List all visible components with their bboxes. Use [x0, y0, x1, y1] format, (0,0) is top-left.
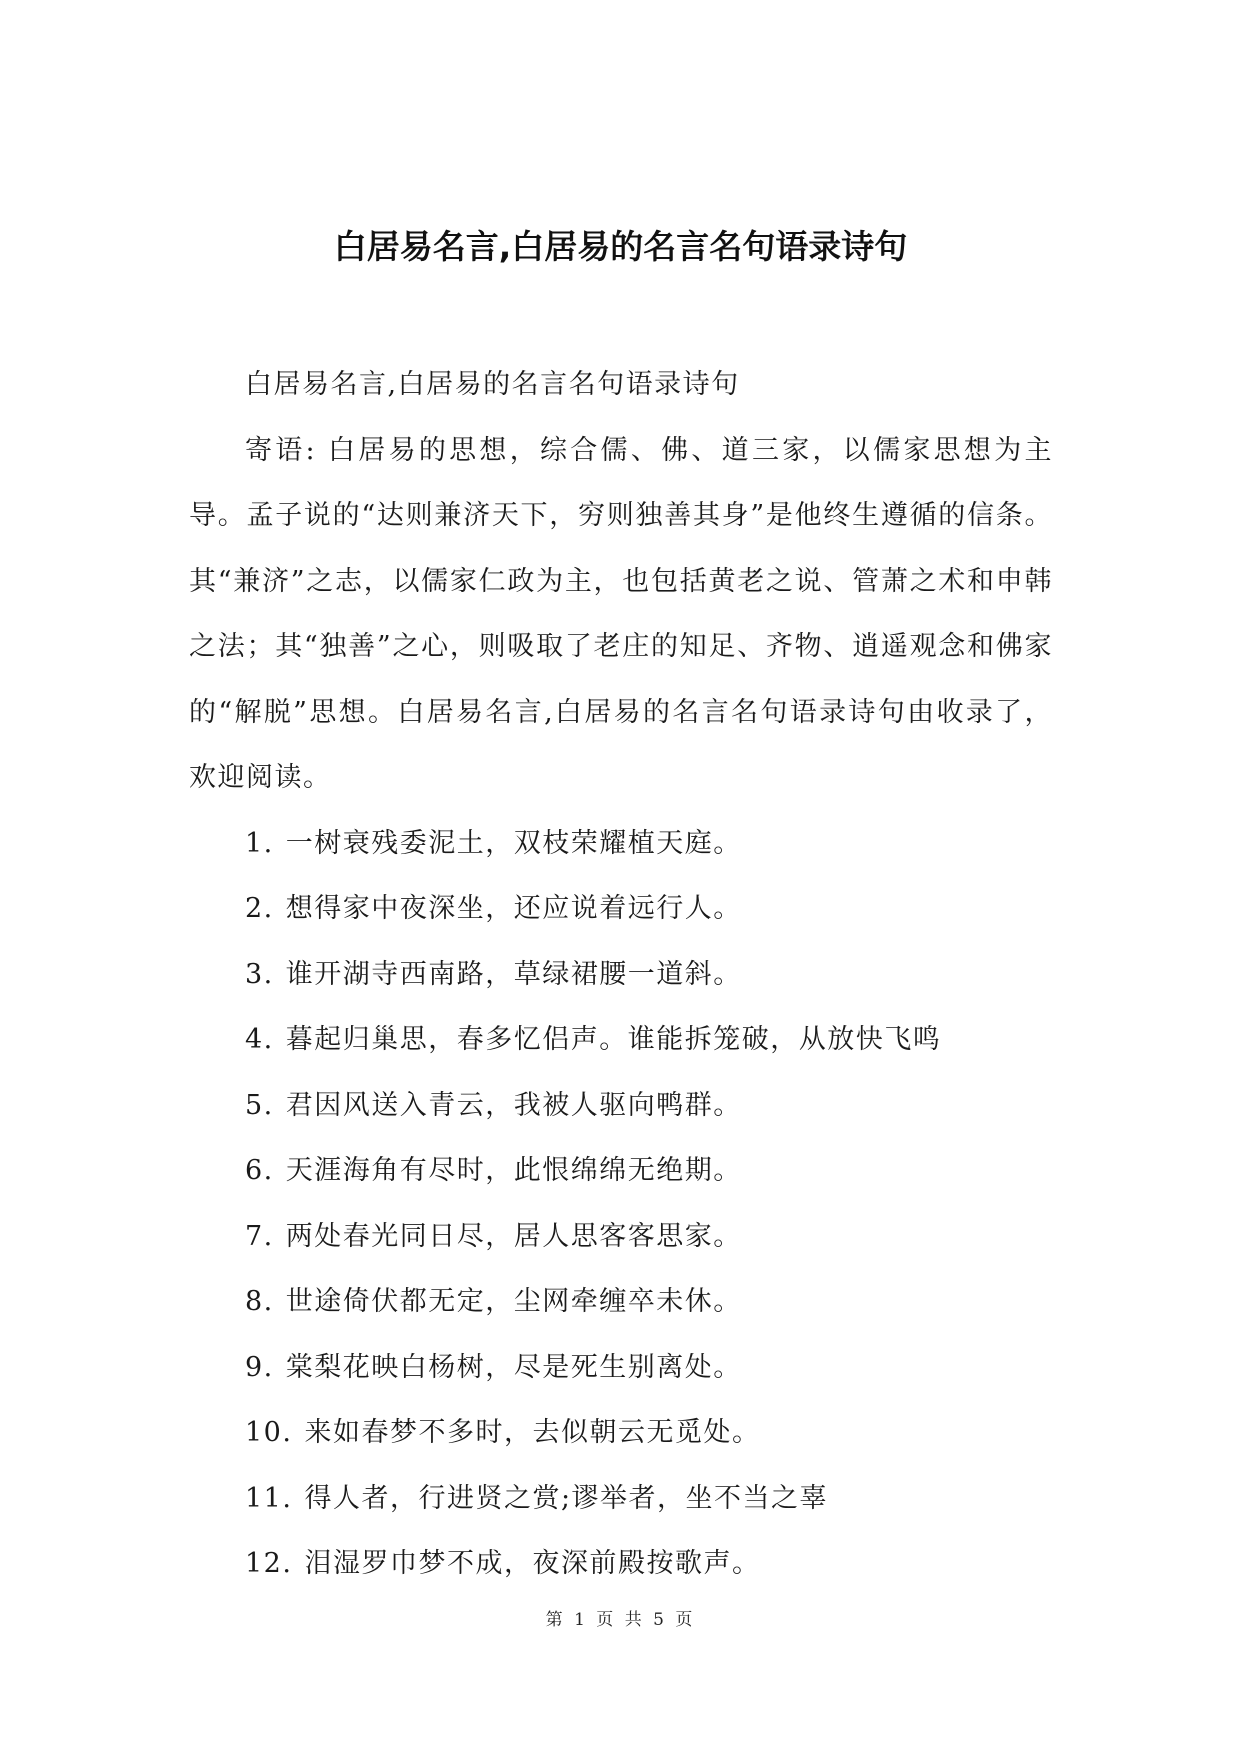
quote-text: 得人者，行进贤之赏;谬举者，坐不当之辜: [304, 1482, 829, 1514]
quote-number: 3.: [245, 958, 274, 990]
quote-number: 11.: [245, 1482, 293, 1514]
quote-item: [189, 1269, 1053, 1335]
quote-item: [189, 1073, 1053, 1139]
quote-item: [189, 876, 1053, 942]
page-number-footer: 第 1 页 共 5 页: [545, 1610, 696, 1630]
quote-number: 1.: [245, 827, 274, 859]
quote-number: 10.: [245, 1417, 293, 1448]
quote-text: 暮起归巢思，春多忆侣声。谁能拆笼破，从放快飞鸣: [285, 1024, 942, 1055]
quote-item: [189, 1204, 1053, 1270]
quote-text: 两处春光同日尽，居人思客客思家。: [285, 1220, 742, 1252]
quote-number: 8.: [245, 1286, 274, 1317]
quote-number: 6.: [245, 1155, 274, 1186]
quote-text: 天涯海角有尽时，此恨绵绵无绝期。: [285, 1155, 742, 1186]
quote-number: 4.: [245, 1024, 274, 1055]
quote-item: [189, 1531, 1053, 1597]
quote-text: 谁开湖寺西南路，草绿裙腰一道斜。: [285, 958, 742, 990]
quote-text: 泪湿罗巾梦不成，夜深前殿按歌声。: [304, 1548, 761, 1579]
quote-item: [189, 1400, 1053, 1466]
intro-paragraph: 寄语: 白居易的思想，综合儒、佛、道三家，以儒家思想为主导。孟子说的“达则兼济天下，穷则独善其身”是他终生遵循的信条。其“兼济”之志，以儒家仁政为主，也包括黄老之说、管萧之术和申韩之法；其“独善”之心，则吸取了老庄的知足、齐物、逍遥观念和佛家的“解脱”思想。白居易名言,白居易的名言名句语录诗句由收录了，欢迎阅读。: [189, 434, 1053, 793]
quote-text: 棠梨花映白杨树，尽是死生别离处。: [285, 1351, 742, 1383]
document-title: 白居易名言,白居易的名言名句语录诗句: [333, 227, 908, 266]
quote-item: [189, 1138, 1053, 1204]
quote-text: 来如春梦不多时，去似朝云无觅处。: [304, 1417, 761, 1448]
quote-text: 一树衰残委泥土，双枝荣耀植天庭。: [285, 827, 742, 859]
quote-number: 7.: [245, 1220, 274, 1252]
quote-number: 9.: [245, 1351, 274, 1383]
quote-item: [189, 942, 1053, 1008]
quote-number: 12.: [245, 1548, 293, 1579]
document-body: [189, 352, 1053, 1597]
quote-text: 想得家中夜深坐，还应说着远行人。: [285, 893, 742, 924]
subtitle-paragraph: 白居易名言,白居易的名言名句语录诗句: [245, 369, 740, 400]
quote-text: 君因风送入青云，我被人驱向鸭群。: [285, 1089, 742, 1121]
quote-item: [189, 1466, 1053, 1532]
quote-item: [189, 811, 1053, 877]
quote-text: 世途倚伏都无定，尘网牵缠卒未休。: [285, 1286, 742, 1317]
quote-list: [189, 811, 1053, 1597]
quote-number: 2.: [245, 893, 274, 924]
quote-item: [189, 1335, 1053, 1401]
quote-item: [189, 1007, 1053, 1073]
quote-number: 5.: [245, 1089, 274, 1121]
